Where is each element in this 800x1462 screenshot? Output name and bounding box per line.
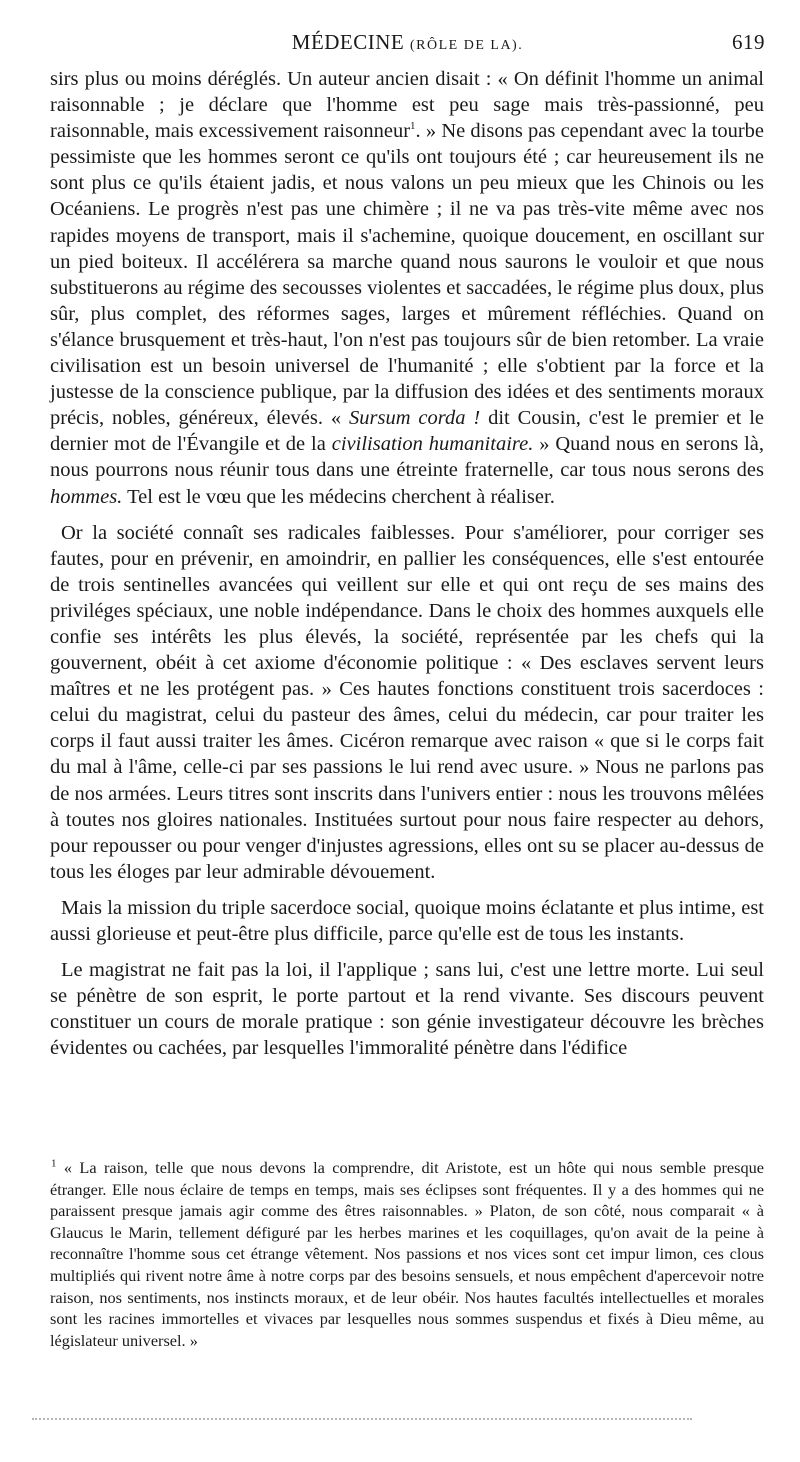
footnote-text: « La raison, telle que nous devons la comprendre, dit Aristote, est un hôte qui nous semble presque étranger. Elle nous éclaire de temps en temps, mais ses éclipses sont fréquentes. Il y a des hommes qui ne paraissent presque jamais agir comme des êtres raisonnables. » Platon, de son côté, nous comparait « à Glaucus le Marin, tellement défiguré par les herbes marines et les coquillages, qu'on avait de la peine à reconnaître l'homme sous cet étrange vêtement. Nos passions et nos vices sont cet impur limon, ces clous multipliés qui rivent notre âme à notre corps par des besoins sensuels, et nous empêchent d'apercevoir notre raison, nos sentiments, nos instincts moraux, et de leur obéir. Nos hautes facultés intellectuelles et morales sont les racines immortelles et vivaces par lesquelles nous sommes suspendus et fixés à Dieu même, au législateur universel. » <box>50 1158 764 1350</box>
footnote-1 <box>50 1157 764 1351</box>
footnote-reference: 1 <box>410 120 416 133</box>
italic-hommes: hommes. <box>50 485 123 508</box>
main-text <box>50 66 764 1071</box>
bottom-dotted-rule <box>32 1418 692 1420</box>
paragraph-2: Or la société connaît ses radicales faiblesses. Pour s'améliorer, pour corriger ses fautes, pour en prévenir, en amoindrir, en pallier les conséquences, elle s'est entourée de trois sentinelles avancées qui veillent sur elle et qui ont reçu de ses mains des priviléges spéciaux, une noble indépendance. Dans le choix des hommes auxquels elle confie ses intérêts les plus élevés, la société, représentée par les chefs qui la gouvernent, obéit à cet axiome d'économie politique : « Des esclaves servent leurs maîtres et ne les protégent pas. » Ces hautes fonctions constituent trois sacerdoces : celui du magistrat, celui du pasteur des âmes, celui du médecin, car pour traiter les corps il faut aussi traiter les âmes. Cicéron remarque avec raison « que si le corps fait du mal à l'âme, celle-ci par ses passions le lui rend avec usure. » Nous ne parlons pas de nos armées. Leurs titres sont inscrits dans l'univers entier : nous les trouvons mêlées à toutes nos gloires nationales. Instituées surtout pour nous faire respecter au dehors, pour repousser ou pour venger d'injustes agressions, elles ont su se placer au-dessus de tous les éloges par leur admirable dévouement. <box>50 521 764 883</box>
italic-sursum-corda: Sursum corda ! <box>349 407 481 430</box>
italic-civilisation: civilisation humanitaire. <box>331 433 534 456</box>
footnote-mark: 1 <box>51 1157 57 1170</box>
running-title-sub: (RÔLE DE LA). <box>410 38 524 53</box>
paragraph-3: Mais la mission du triple sacerdoce social, quoique moins éclatante et plus intime, est aussi glorieuse et peut-être plus difficile, parce qu'elle est de tous les instants. <box>50 896 764 945</box>
page-number: 619 <box>732 30 765 54</box>
paragraph-4: Le magistrat ne fait pas la loi, il l'applique ; sans lui, c'est une lettre morte. Lui seul se pénètre de son esprit, le porte partout et la rend vivante. Ses discours peuvent constituer un cours de morale pratique : son génie investigateur découvre les brèches évidentes ou cachées, par lesquelles l'immoralité pénètre dans l'édifice <box>50 959 764 1060</box>
footnotes <box>50 1157 764 1351</box>
paragraph-1: sirs plus ou moins déréglés. Un auteur ancien disait : « On définit l'homme un animal raisonnable ; je déclare que l'homme est peu sage mais très-passionné, peu raisonnable, mais excessivement raisonneur$^1$. » Ne disons pas cependant avec la tourbe pessimiste que les hommes seront ce qu'ils ont toujours été ; car heureusement ils ne sont plus ce qu'ils étaient jadis, et nous valons un peu mieux que les Chinois ou les Océaniens. Le progrès n'est pas une chimère ; il ne va pas très-vite même avec nos rapides moyens de transport, mais il s'achemine, quoique doucement, en oscillant sur un pied boiteux. Il accélérera sa marche quand nous saurons le vouloir et que nous substituerons au régime des secousses violentes et saccadées, le régime plus doux, plus sûr, plus complet, des réformes sages, larges et mûrement réfléchies. Quand on s'élance brusquement et très-haut, l'on n'est pas toujours sûr de bien retomber. La vraie civilisation est un besoin universel de l'humanité ; elle s'obtient par la force et la justesse de la conscience publique, par la diffusion des idées et des sentiments moraux précis, nobles, généreux, élevés. « Sursum corda ! dit Cousin, c'est le premier et le dernier mot de l'Évangile et de la civilisation humanitaire. » Quand nous en serons là, nous pourrons nous réunir tous dans une étreinte fraternelle, car tous nous serons des hommes. Tel est le vœu que les médecins cherchent à réaliser. <box>50 68 764 508</box>
running-title-main: MÉDECINE <box>291 30 405 54</box>
running-head <box>50 30 765 60</box>
running-title <box>50 30 765 55</box>
